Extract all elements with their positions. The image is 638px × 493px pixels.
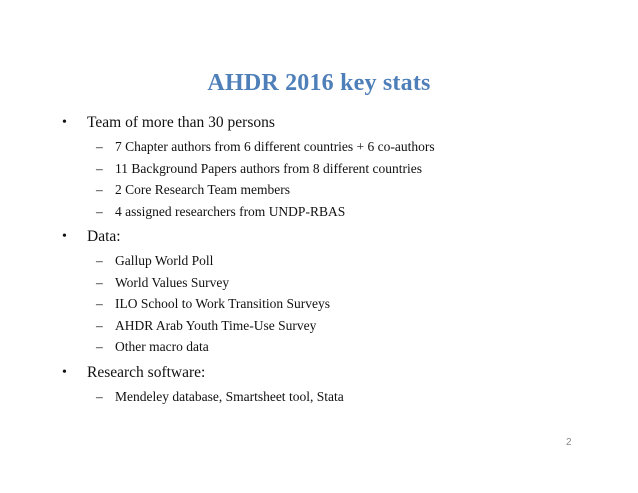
sub-item-text: 4 assigned researchers from UNDP-RBAS [115,203,346,219]
sub-item [62,201,622,223]
slide-content [62,112,622,411]
sub-item [62,158,622,180]
bullet-icon: • [62,229,67,244]
sub-item-text: 11 Background Papers authors from 8 different countries [115,160,423,176]
sub-list [62,386,622,408]
slide-title: AHDR 2016 key stats [207,70,431,96]
sub-item [62,386,622,408]
sub-list [62,136,622,222]
dash-icon: – [96,274,103,290]
sub-item-text: Other macro data [115,339,209,354]
bullet-label: Research software: [87,363,206,381]
bullet-item [62,226,622,248]
sub-item-text: ILO School to Work Transition Surveys [115,296,331,311]
sub-item-text: 7 Chapter authors from 6 different countries + 6 co-authors [115,139,435,154]
sub-item [62,315,622,337]
dash-icon: – [96,253,103,268]
dash-icon: – [96,388,103,404]
dash-icon: – [96,182,103,197]
page-number: 2 [566,437,572,448]
bullet-icon: • [62,364,67,380]
sub-item [62,293,622,315]
sub-item-text: 2 Core Research Team members [115,182,290,197]
dash-icon: – [96,317,103,333]
section-data [62,226,622,358]
sub-item [62,136,622,158]
dash-icon: – [96,339,103,354]
sub-list [62,250,622,358]
bullet-icon: • [62,115,67,130]
dash-icon: – [96,139,103,154]
dash-icon: – [96,203,103,219]
bullet-item [62,362,622,384]
sub-item [62,179,622,201]
dash-icon: – [96,160,103,176]
bullet-item [62,112,622,134]
bullet-label: Team of more than 30 persons [87,114,275,131]
sub-item-text: Gallup World Poll [115,253,214,268]
sub-item-text: World Values Survey [115,274,230,290]
section-team [62,112,622,222]
sub-item [62,272,622,294]
sub-item [62,250,622,272]
bullet-label: Data: [87,228,121,245]
section-software [62,362,622,408]
dash-icon: – [96,296,103,311]
sub-item [62,336,622,358]
sub-item-text: Mendeley database, Smartsheet tool, Stata [115,388,344,404]
sub-item-text: AHDR Arab Youth Time-Use Survey [115,317,317,333]
